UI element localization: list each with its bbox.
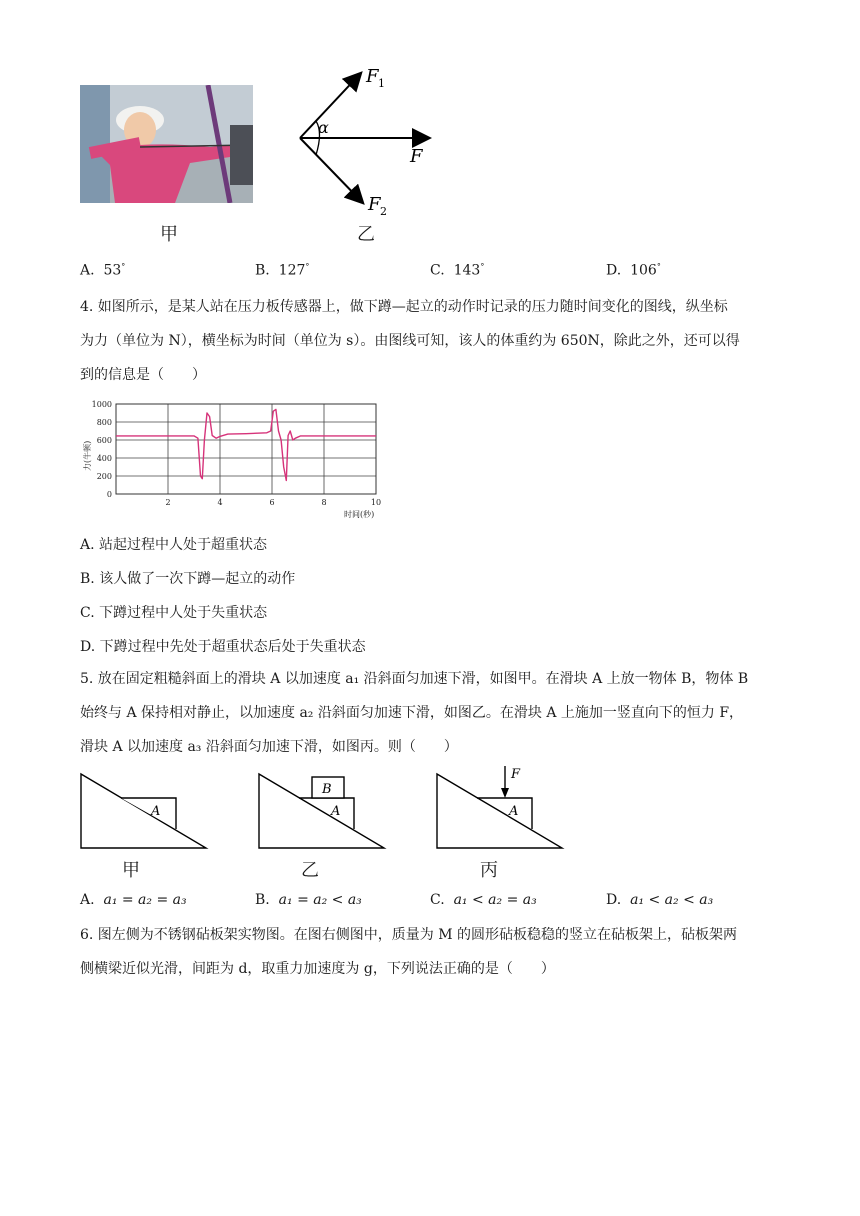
incline-caption-jia: 甲 bbox=[122, 860, 140, 881]
q5-option-a[interactable]: A. a₁ = a₂ = a₃ bbox=[80, 892, 187, 908]
x-tick-label: 2 bbox=[165, 498, 171, 507]
x-tick-label: 10 bbox=[370, 498, 382, 507]
y-tick-label: 1000 bbox=[91, 400, 112, 409]
f2-vector bbox=[300, 138, 362, 202]
x-tick-label: 6 bbox=[269, 498, 275, 507]
figure-caption-jia: 甲 bbox=[160, 224, 178, 245]
incline-diagram-jia bbox=[78, 770, 213, 852]
incline-caption-yi: 乙 bbox=[301, 860, 319, 881]
alpha-label: α bbox=[318, 118, 329, 137]
f2-label: F bbox=[368, 194, 381, 215]
q6-stem-line-1: 6. 图左侧为不锈钢砧板架实物图。在图右侧图中，质量为 M 的圆形砧板稳稳的竖立在砧板架上，砧板架两 bbox=[80, 927, 738, 943]
force-vector-diagram bbox=[290, 60, 450, 225]
q4-option-b[interactable]: B. 该人做了一次下蹲—起立的动作 bbox=[80, 571, 296, 587]
f2-subscript: 2 bbox=[380, 205, 387, 218]
q6-stem-line-2: 侧横梁近似光滑，间距为 d，取重力加速度为 g，下列说法正确的是（ ） bbox=[80, 961, 555, 977]
figure-caption-yi: 乙 bbox=[357, 224, 375, 245]
q3-option-b[interactable]: B. 127° bbox=[255, 262, 310, 279]
q4-option-a[interactable]: A. 站起过程中人处于超重状态 bbox=[80, 537, 268, 553]
y-tick-label: 600 bbox=[96, 436, 112, 445]
f-label: F bbox=[410, 146, 423, 167]
x-tick-label: 8 bbox=[321, 498, 327, 507]
y-tick-label: 0 bbox=[106, 490, 112, 499]
f1-label: F bbox=[366, 66, 379, 87]
block-b-label: B bbox=[322, 782, 332, 797]
q4-stem-line-1: 4. 如图所示，是某人站在压力板传感器上，做下蹲—起立的动作时记录的压力随时间变化的图线，纵坐标 bbox=[80, 299, 728, 315]
incline-caption-bing: 丙 bbox=[480, 860, 498, 881]
y-axis-label: 力(牛顿) bbox=[83, 440, 92, 471]
x-axis-label: 时间(秒) bbox=[344, 510, 375, 519]
q3-option-d[interactable]: D. 106° bbox=[606, 262, 661, 279]
q5-stem-line-1: 5. 放在固定粗糙斜面上的滑块 A 以加速度 a₁ 沿斜面匀加速下滑，如图甲。在滑块 A 上放一物体 B，物体 B bbox=[80, 671, 749, 687]
y-tick-label: 400 bbox=[96, 454, 112, 463]
archer-illustration bbox=[80, 85, 253, 203]
q4-stem bbox=[80, 290, 784, 392]
q5-stem bbox=[80, 662, 784, 764]
q5-stem-line-3: 滑块 A 以加速度 a₃ 沿斜面匀加速下滑，如图丙。则（ ） bbox=[80, 739, 458, 755]
f1-subscript: 1 bbox=[378, 77, 385, 90]
incline-diagram-yi bbox=[256, 770, 391, 852]
force-label: F bbox=[511, 767, 521, 782]
incline-diagram-bing bbox=[434, 764, 569, 852]
f1-vector bbox=[300, 74, 360, 138]
block-a-label: A bbox=[331, 804, 341, 819]
x-tick-label: 4 bbox=[217, 498, 223, 507]
q5-option-b[interactable]: B. a₁ = a₂ < a₃ bbox=[255, 892, 362, 908]
q4-stem-line-2: 为力（单位为 N），横坐标为时间（单位为 s）。由图线可知，该人的体重约为 650N，除此之外，还可以得 bbox=[80, 333, 740, 349]
y-tick-label: 200 bbox=[96, 472, 112, 481]
archer-photo bbox=[80, 85, 253, 203]
q6-stem bbox=[80, 918, 784, 986]
block-a-label: A bbox=[509, 804, 519, 819]
q4-option-c[interactable]: C. 下蹲过程中人处于失重状态 bbox=[80, 605, 268, 621]
q4-stem-line-3: 到的信息是（ ） bbox=[80, 367, 206, 383]
q4-option-d[interactable]: D. 下蹲过程中先处于超重状态后处于失重状态 bbox=[80, 639, 366, 655]
force-time-chart bbox=[78, 396, 388, 522]
y-tick-label: 800 bbox=[96, 418, 112, 427]
q5-option-d[interactable]: D. a₁ < a₂ < a₃ bbox=[606, 892, 714, 908]
q3-option-c[interactable]: C. 143° bbox=[430, 262, 485, 279]
plot-frame bbox=[116, 404, 376, 494]
q5-option-c[interactable]: C. a₁ < a₂ = a₃ bbox=[430, 892, 537, 908]
force-series-line bbox=[116, 409, 376, 480]
q5-stem-line-2: 始终与 A 保持相对静止，以加速度 a₂ 沿斜面匀加速下滑，如图乙。在滑块 A 上施加一竖直向下的恒力 F， bbox=[80, 705, 744, 721]
q3-option-a[interactable]: A. 53° bbox=[80, 262, 126, 279]
block-a-label: A bbox=[151, 804, 161, 819]
